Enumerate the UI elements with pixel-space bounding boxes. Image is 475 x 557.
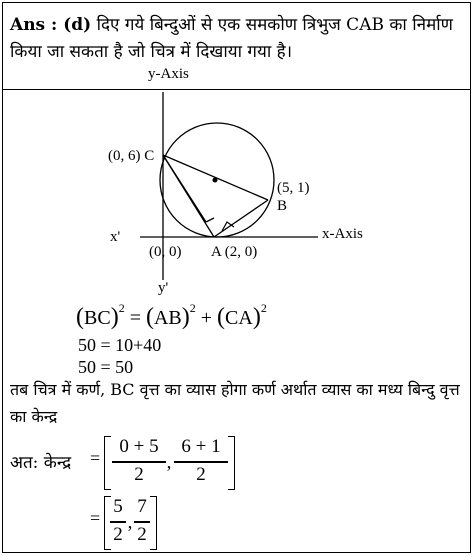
inner-line-2 xyxy=(206,218,214,222)
centre-equals-2: = xyxy=(90,508,101,528)
y-axis-label: y-Axis xyxy=(148,66,189,82)
x-neg-label: x' xyxy=(110,229,121,245)
fraction-bar-2 xyxy=(174,461,228,463)
denominator-4: 2 xyxy=(137,524,147,545)
x-axis-label: x-Axis xyxy=(322,226,363,242)
centre-label: अत: केन्द्र xyxy=(10,453,72,473)
fraction-bar-4 xyxy=(134,521,150,523)
origin-label: (0, 0) xyxy=(149,244,182,260)
comma-1: , xyxy=(166,452,172,473)
bracket-right-2 xyxy=(150,496,157,550)
equation-line-1: 50 = 10+40 xyxy=(78,335,162,355)
equation-line-2: 50 = 50 xyxy=(78,357,134,377)
explanation-paragraph: तब चित्र में कर्ण, BC वृत्त का व्यास होगा कर्ण अर्थात व्यास का मध्य बिन्दु वृत्त का केन्द्र xyxy=(10,380,460,426)
fraction-bar-1 xyxy=(112,461,166,463)
numerator-1: 0 + 5 xyxy=(119,436,159,457)
point-b-coord-label: (5, 1) xyxy=(277,180,310,196)
centre-point xyxy=(213,178,218,183)
answer-label: Ans : (d) xyxy=(10,15,92,35)
denominator-3: 2 xyxy=(113,524,123,545)
point-b-label: B xyxy=(277,198,288,214)
answer-intro-text: दिए गये बिन्दुओं से एक समकोण त्रिभुज CAB का निर्माण किया जा सकता है जो चित्र में दिखाया गया है। xyxy=(10,15,453,62)
numerator-2: 6 + 1 xyxy=(181,436,221,457)
denominator-2: 2 xyxy=(196,464,206,485)
y-neg-label: y' xyxy=(158,280,169,296)
fraction-bar-3 xyxy=(110,521,126,523)
point-a-label: A (2, 0) xyxy=(211,244,258,260)
point-c-label: (0, 6) C xyxy=(108,148,155,164)
numerator-4: 7 xyxy=(137,496,147,517)
side-bc xyxy=(163,155,268,200)
bracket-right-1 xyxy=(228,436,235,490)
numerator-3: 5 xyxy=(113,496,123,517)
denominator-1: 2 xyxy=(134,464,144,485)
pythagoras-equation: (BC)$^2$ = (AB)$^2$ + (CA)$^2$ xyxy=(76,301,267,330)
centre-equals: = xyxy=(90,448,101,468)
comma-2: , xyxy=(127,512,133,533)
